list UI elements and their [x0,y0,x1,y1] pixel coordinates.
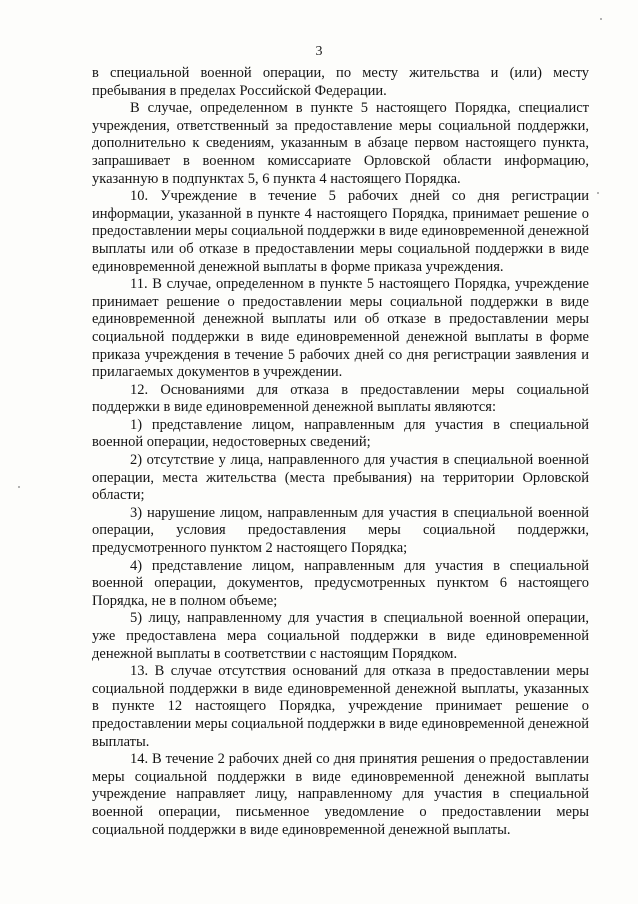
paragraph-12-item-5: 5) лицу, направленному для участия в специальной военной операции, уже предоставлена мера социальной поддержки в виде единовременной денежной выплаты в соответствии с настоящим Порядком. [92,610,589,662]
paragraph-11: 11. В случае, определенном в пункте 5 настоящего Порядка, учреждение принимает решение о предоставлении меры социальной поддержки в виде единовременной денежной выплаты или об отказе в предоставлении меры социальной поддержки в виде единовременной денежной выплаты в форме приказа учреждения в течение 5 рабочих дней со дня регистрации заявления и прилагаемых документов в учреждении. [92,276,589,381]
paragraph-14: 14. В течение 2 рабочих дней со дня принятия решения о предоставлении меры социальной поддержки в виде единовременной денежной выплаты учреждение направляет лицу, направленному для участия в специальной военной операции, письменное уведомление о предоставлении меры социальной поддержки в виде единовременной денежной выплаты. [92,751,589,838]
paragraph-12-item-4: 4) представление лицом, направленным для участия в специальной военной операции, документов, предусмотренных пунктом 6 настоящего Порядка, не в полном объеме; [92,557,589,609]
scan-speck [600,18,602,20]
paragraph-13: 13. В случае отсутствия оснований для отказа в предоставлении меры социальной поддержки в виде единовременной денежной выплаты, указанных в пункте 12 настоящего Порядка, учреждение принимает решение о предоставлении меры социальной поддержки в виде единовременной денежной выплаты. [92,663,589,750]
paragraph-10: 10. Учреждение в течение 5 рабочих дней со дня регистрации информации, указанной в пункте 4 настоящего Порядка, принимает решение о предоставлении меры социальной поддержки в виде единовременной денежной выплаты или об отказе в предоставлении меры социальной поддержки в виде единовременной денежной выплаты в форме приказа учреждения. [92,188,589,275]
document-body [92,65,589,839]
scan-speck [18,486,20,488]
paragraph-12-item-2: 2) отсутствие у лица, направленного для участия в специальной военной операции, места жительства (места пребывания) на территории Орловской области; [92,452,589,504]
scan-speck [597,192,599,194]
paragraph-9-addendum: В случае, определенном в пункте 5 настоящего Порядка, специалист учреждения, ответственный за предоставление меры социальной поддержки, дополнительно к сведениям, указанным в абзаце первом настоящего пункта, запрашивает в военном комиссариате Орловской области информацию, указанную в подпунктах 5, 6 пункта 4 настоящего Порядка. [92,100,589,187]
paragraph-12-item-1: 1) представление лицом, направленным для участия в специальной военной операции, недостоверных сведений; [92,416,589,451]
paragraph-continuation: в специальной военной операции, по месту жительства и (или) месту пребывания в пределах Российской Федерации. [92,65,589,99]
page-number: 3 [315,44,323,59]
paragraph-12: 12. Основаниями для отказа в предоставлении меры социальной поддержки в виде единовременной денежной выплаты являются: [92,381,589,416]
paragraph-12-item-3: 3) нарушение лицом, направленным для участия в специальной военной операции, условия предоставления меры социальной поддержки, предусмотренного пунктом 2 настоящего Порядка; [92,504,589,557]
